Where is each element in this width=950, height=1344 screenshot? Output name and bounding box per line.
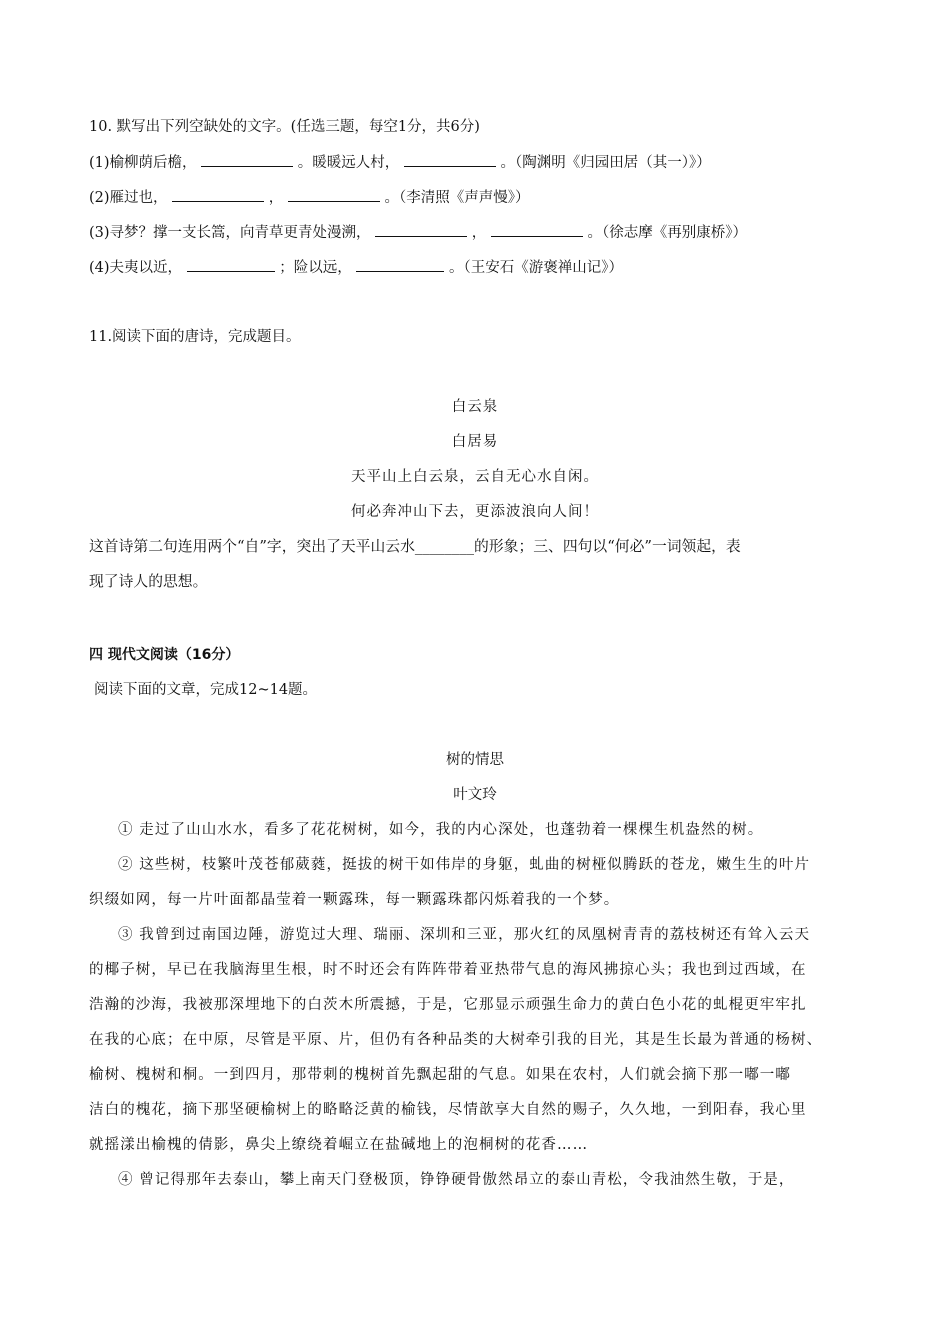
poem-line-2: 何必奔冲山下去，更添波浪向人间！ xyxy=(351,504,599,520)
essay-title: 树的情思 xyxy=(446,752,504,768)
q10-item1-text-a: (1)榆柳荫后檐， xyxy=(89,155,197,171)
q10-item2-text-a: (2)雁过也， xyxy=(89,190,168,206)
q11-header: 11.阅读下面的唐诗，完成题目。 xyxy=(89,329,301,345)
essay-line: 在我的心底；在中原，尽管是平原、片，但仍有各种品类的大树牵引我的目光，其是生长最为普通的杨树、 xyxy=(89,1032,823,1048)
q10-blank-5[interactable] xyxy=(375,222,467,237)
essay-author: 叶文玲 xyxy=(453,787,497,803)
q10-item-3 xyxy=(89,222,747,243)
essay-line: ② 这些树，枝繁叶茂苍郁葳蕤，挺拔的树干如伟岸的身躯，虬曲的树桠似腾跃的苍龙，嫩生生的叶片 xyxy=(118,857,811,873)
q10-item3-text-a: (3)寻梦？撑一支长篙，向青草更青处漫溯， xyxy=(89,225,371,241)
q10-item4-text-a: (4)夫夷以近， xyxy=(89,260,183,276)
q11-question-line-2: 现了诗人的思想。 xyxy=(89,573,208,590)
q10-blank-7[interactable] xyxy=(187,257,275,272)
section-heading: 四 现代文阅读（16分） xyxy=(89,647,240,663)
essay-line: 织缀如网，每一片叶面都晶莹着一颗露珠，每一颗露珠都闪烁着我的一个梦。 xyxy=(89,892,620,908)
essay-line: ④ 曾记得那年去泰山，攀上南天门登极顶，铮铮硬骨傲然昂立的泰山青松，令我油然生敬，于是， xyxy=(118,1172,795,1188)
q10-blank-1[interactable] xyxy=(201,152,293,167)
poem-title: 白云泉 xyxy=(451,399,499,415)
q10-item1-text-b: 。暖暖远人村， xyxy=(297,155,400,171)
q10-blank-8[interactable] xyxy=(356,257,444,272)
poem-line-1: 天平山上白云泉，云自无心水自闲。 xyxy=(351,469,599,485)
q10-item-1 xyxy=(89,152,711,173)
q10-item3-text-b: ， xyxy=(471,225,487,241)
essay-line: ③ 我曾到过南国边陲，游览过大理、瑞丽、深圳和三亚，那火红的凤凰树青青的荔枝树还有耸入云天 xyxy=(118,927,811,943)
essay-line: ① 走过了山山水水，看多了花花树树，如今，我的内心深处，也蓬勃着一棵棵生机盎然的树。 xyxy=(118,822,764,838)
q10-item4-text-b: ；险以远， xyxy=(279,260,352,276)
essay-line: 浩瀚的沙海，我被那深埋地下的白茨木所震撼，于是，它那显示顽强生命力的黄白色小花的虬棍更牢牢扎 xyxy=(89,997,807,1013)
essay-line: 洁白的槐花，摘下那坚硬榆树上的略略泛黄的榆钱，尽情歆享大自然的赐子，久久地，一到阳春，我心里 xyxy=(89,1102,807,1118)
q10-item1-text-c: 。（陶渊明《归园田居（其一）》） xyxy=(500,155,711,171)
q10-item-2 xyxy=(89,187,529,208)
q10-item2-text-b: ， xyxy=(268,190,284,206)
poem-author: 白居易 xyxy=(451,434,499,450)
q10-header: 10. 默写出下列空缺处的文字。(任选三题，每空1分，共6分) xyxy=(89,119,480,135)
essay-line: 的椰子树，早已在我脑海里生根，时不时还会有阵阵带着亚热带气息的海风拂掠心头；我也到过西域，在 xyxy=(89,962,807,978)
q10-blank-6[interactable] xyxy=(491,222,583,237)
essay-line: 榆树、槐树和桐。一到四月，那带刺的槐树首先飘起甜的气息。如果在农村，人们就会摘下那一嘟一嘟 xyxy=(89,1067,791,1083)
q10-item2-text-c: 。（李清照《声声慢》） xyxy=(384,190,530,206)
q10-item4-text-c: 。（王安石《游褒禅山记》） xyxy=(448,260,623,276)
section-intro: 阅读下面的文章，完成12~14题。 xyxy=(94,682,318,698)
q10-blank-4[interactable] xyxy=(288,187,380,202)
q10-blank-2[interactable] xyxy=(404,152,496,167)
q10-blank-3[interactable] xyxy=(172,187,264,202)
q11-question-line-1: 这首诗第二句连用两个“自”字，突出了天平山云水________的形象；三、四句以“何必”一词领起，表 xyxy=(89,538,741,555)
q10-item-4 xyxy=(89,257,623,278)
essay-line: 就摇漾出榆槐的倩影，鼻尖上缭绕着崛立在盐碱地上的泡桐树的花香…… xyxy=(89,1137,589,1153)
q10-item3-text-c: 。（徐志摩《再别康桥》） xyxy=(587,225,747,241)
